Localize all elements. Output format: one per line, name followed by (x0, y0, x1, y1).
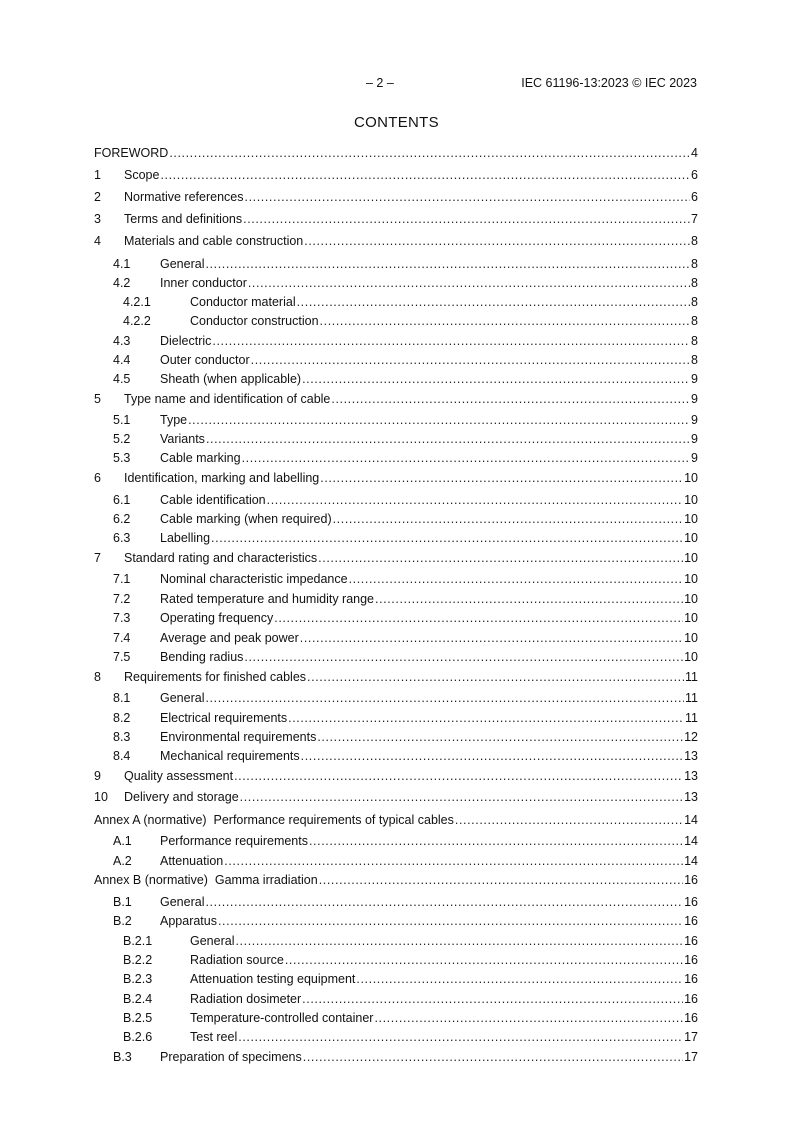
toc-entry-number: 8.2 (113, 711, 131, 725)
toc-entry-page: 6 (691, 168, 698, 182)
toc-entry-label: General (160, 257, 205, 271)
toc-entry[interactable] (94, 391, 698, 407)
toc-entry-page: 14 (684, 834, 698, 848)
toc-entry-number: A.2 (113, 854, 132, 868)
toc-entry-label: Terms and definitions (124, 212, 243, 226)
toc-entry-page: 16 (684, 914, 698, 928)
toc-entry-number: 5 (94, 392, 101, 406)
toc-entry-label: Standard rating and characteristics (124, 551, 318, 565)
toc-entry-label: Attenuation testing equipment (190, 972, 356, 986)
toc-entry-page: 7 (691, 212, 698, 226)
toc-entry[interactable] (94, 371, 698, 387)
toc-entry-page: 10 (684, 512, 698, 526)
toc-entry-number: B.2.4 (123, 992, 153, 1006)
dot-leader (356, 971, 683, 987)
toc-entry[interactable] (94, 333, 698, 349)
toc-entry[interactable] (94, 145, 698, 161)
toc-entry-page: 17 (684, 1050, 698, 1064)
toc-entry-number: 7 (94, 551, 101, 565)
toc-entry[interactable] (94, 933, 698, 949)
dot-leader (205, 690, 684, 706)
toc-entry-number: 8 (94, 670, 101, 684)
toc-entry-number: 6 (94, 471, 101, 485)
toc-entry[interactable] (94, 913, 698, 929)
dot-leader (242, 450, 690, 466)
toc-entry-number: B.2.1 (123, 934, 153, 948)
toc-entry-page: 8 (691, 353, 698, 367)
toc-entry-page: 11 (685, 670, 698, 684)
dot-leader (333, 511, 683, 527)
toc-entry-label: Cable marking (when required) (160, 512, 332, 526)
toc-entry-label: Inner conductor (160, 276, 247, 290)
toc-entry-page: 8 (691, 234, 698, 248)
dot-leader (267, 492, 683, 508)
toc-entry[interactable] (94, 748, 698, 764)
toc-entry-label: Temperature-controlled container (190, 1011, 374, 1025)
dot-leader (319, 872, 683, 888)
dot-leader (374, 1010, 683, 1026)
toc-entry-label: Performance requirements (160, 834, 308, 848)
toc-entry-label: Rated temperature and humidity range (160, 592, 375, 606)
toc-entry-page: 9 (691, 372, 698, 386)
toc-entry-number: B.2.3 (123, 972, 153, 986)
toc-entry-page: 16 (684, 972, 698, 986)
dot-leader (304, 233, 690, 249)
toc-entry-label: Outer conductor (160, 353, 250, 367)
toc-entry-page: 9 (691, 413, 698, 427)
toc-entry-label: Type (160, 413, 188, 427)
toc-entry-page: 10 (684, 572, 698, 586)
toc-entry-number: 4.2.2 (123, 314, 151, 328)
toc-entry-label: FOREWORD (94, 146, 169, 160)
toc-entry-label: Mechanical requirements (160, 749, 300, 763)
toc-entry[interactable] (94, 233, 698, 249)
toc-entry-number: 7.4 (113, 631, 131, 645)
toc-entry-label: Apparatus (160, 914, 217, 928)
toc-entry[interactable] (94, 768, 698, 784)
toc-entry-number: 7.1 (113, 572, 131, 586)
toc-entry-page: 16 (684, 953, 698, 967)
toc-entry-number: 5.2 (113, 432, 131, 446)
toc-entry-label: Electrical requirements (160, 711, 288, 725)
dot-leader (212, 333, 690, 349)
page-header (0, 76, 793, 94)
toc-entry[interactable] (94, 571, 698, 587)
toc-entry-label: Sheath (when applicable) (160, 372, 302, 386)
dot-leader (245, 189, 691, 205)
toc-entry-number: 3 (94, 212, 101, 226)
toc-entry-number: 5.1 (113, 413, 131, 427)
dot-leader (205, 256, 690, 272)
dot-leader (320, 313, 691, 329)
toc-entry[interactable] (94, 211, 698, 227)
dot-leader (349, 571, 684, 587)
toc-entry[interactable] (94, 313, 698, 329)
dot-leader (375, 591, 683, 607)
toc-entry-page: 14 (684, 813, 698, 827)
page-title: CONTENTS (354, 114, 439, 131)
toc-entry[interactable] (94, 710, 698, 726)
dot-leader (302, 371, 690, 387)
dot-leader (302, 991, 683, 1007)
toc-entry[interactable] (94, 492, 698, 508)
toc-entry-label: Annex A (normative) Performance requirements of typical cables (94, 813, 454, 827)
toc-entry[interactable] (94, 511, 698, 527)
toc-entry-page: 6 (691, 190, 698, 204)
toc-entry-label: Dielectric (160, 334, 212, 348)
toc-entry-label: Type name and identification of cable (124, 392, 331, 406)
dot-leader (160, 167, 690, 183)
toc-entry[interactable] (94, 872, 698, 888)
toc-entry-page: 8 (691, 314, 698, 328)
dot-leader (309, 833, 683, 849)
toc-entry[interactable] (94, 1029, 698, 1045)
toc-entry-page: 8 (691, 334, 698, 348)
toc-entry-page: 16 (684, 895, 698, 909)
document-reference: IEC 61196-13:2023 © IEC 2023 (521, 76, 697, 90)
toc-entry-page: 16 (684, 1011, 698, 1025)
toc-entry-page: 16 (684, 992, 698, 1006)
dot-leader (244, 649, 683, 665)
dot-leader (455, 812, 683, 828)
dot-leader (206, 431, 690, 447)
toc-entry-page: 13 (684, 749, 698, 763)
dot-leader (301, 748, 683, 764)
toc-entry-label: Identification, marking and labelling (124, 471, 320, 485)
toc-entry[interactable] (94, 167, 698, 183)
dot-leader (297, 294, 690, 310)
dot-leader (224, 853, 683, 869)
toc-entry-page: 16 (684, 873, 698, 887)
toc-entry-number: 2 (94, 190, 101, 204)
dot-leader (251, 352, 690, 368)
toc-entry-label: Variants (160, 432, 205, 446)
toc-entry-page: 11 (685, 691, 698, 705)
toc-entry-label: Preparation of specimens (160, 1050, 302, 1064)
toc-entry-page: 9 (691, 451, 698, 465)
toc-entry-number: B.2.5 (123, 1011, 153, 1025)
toc-entry[interactable] (94, 789, 698, 805)
dot-leader (238, 1029, 683, 1045)
dot-leader (211, 530, 683, 546)
toc-entry-label: Operating frequency (160, 611, 274, 625)
dot-leader (205, 894, 683, 910)
toc-entry-label: Conductor material (190, 295, 296, 309)
toc-entry[interactable] (94, 591, 698, 607)
dot-leader (188, 412, 690, 428)
toc-entry-number: 7.3 (113, 611, 131, 625)
toc-entry-number: 9 (94, 769, 101, 783)
toc-entry-label: General (160, 895, 205, 909)
toc-entry-label: Annex B (normative) Gamma irradiation (94, 873, 318, 887)
toc-entry-number: 6.1 (113, 493, 131, 507)
toc-entry-label: Requirements for finished cables (124, 670, 307, 684)
toc-entry-page: 8 (691, 276, 698, 290)
toc-entry-page: 13 (684, 790, 698, 804)
toc-entry-page: 17 (684, 1030, 698, 1044)
toc-entry[interactable] (94, 649, 698, 665)
dot-leader (320, 470, 683, 486)
dot-leader (169, 145, 690, 161)
toc-entry[interactable] (94, 952, 698, 968)
toc-entry[interactable] (94, 690, 698, 706)
toc-entry-page: 16 (684, 934, 698, 948)
toc-entry-number: B.2 (113, 914, 132, 928)
toc-entry-label: Normative references (124, 190, 244, 204)
toc-entry-label: Scope (124, 168, 160, 182)
toc-entry[interactable] (94, 669, 698, 685)
page-number: – 2 – (366, 76, 394, 90)
toc-entry[interactable] (94, 470, 698, 486)
toc-entry-label: General (190, 934, 235, 948)
toc-entry-number: 4.2.1 (123, 295, 151, 309)
toc-entry[interactable] (94, 189, 698, 205)
toc-entry-label: Radiation dosimeter (190, 992, 302, 1006)
toc-entry[interactable] (94, 853, 698, 869)
toc-entry-number: 6.2 (113, 512, 131, 526)
toc-entry[interactable] (94, 610, 698, 626)
toc-entry-number: 4.4 (113, 353, 131, 367)
toc-entry-page: 10 (684, 551, 698, 565)
dot-leader (285, 952, 683, 968)
toc-entry-label: General (160, 691, 205, 705)
toc-entry-number: 5.3 (113, 451, 131, 465)
toc-entry-page: 10 (684, 631, 698, 645)
toc-entry-page: 9 (691, 432, 698, 446)
dot-leader (318, 550, 683, 566)
toc-entry-page: 10 (684, 471, 698, 485)
dot-leader (234, 768, 683, 784)
dot-leader (240, 789, 683, 805)
toc-entry[interactable] (94, 991, 698, 1007)
toc-entry-page: 9 (691, 392, 698, 406)
toc-entry-number: B.3 (113, 1050, 132, 1064)
toc-entry-page: 11 (685, 711, 698, 725)
toc-entry[interactable] (94, 275, 698, 291)
toc-entry-number: 7.5 (113, 650, 131, 664)
toc-entry[interactable] (94, 833, 698, 849)
dot-leader (248, 275, 690, 291)
toc-entry-label: Labelling (160, 531, 211, 545)
toc-entry-page: 8 (691, 257, 698, 271)
dot-leader (235, 933, 683, 949)
toc-entry-number: 4.2 (113, 276, 131, 290)
toc-entry[interactable] (94, 294, 698, 310)
toc-entry[interactable] (94, 894, 698, 910)
toc-entry-number: A.1 (113, 834, 132, 848)
dot-leader (243, 211, 690, 227)
toc-entry-page: 13 (684, 769, 698, 783)
toc-entry-label: Conductor construction (190, 314, 319, 328)
dot-leader (288, 710, 684, 726)
toc-entry[interactable] (94, 412, 698, 428)
toc-entry[interactable] (94, 530, 698, 546)
toc-entry-number: 8.3 (113, 730, 131, 744)
toc-entry[interactable] (94, 1010, 698, 1026)
toc-entry-page: 8 (691, 295, 698, 309)
toc-entry-page: 12 (684, 730, 698, 744)
toc-entry-page: 4 (691, 146, 698, 160)
toc-entry-page: 10 (684, 611, 698, 625)
toc-entry-number: 8.1 (113, 691, 131, 705)
toc-entry-number: 10 (94, 790, 108, 804)
toc-entry[interactable] (94, 256, 698, 272)
toc-entry-label: Radiation source (190, 953, 284, 967)
toc-entry-label: Delivery and storage (124, 790, 239, 804)
toc-entry-number: 7.2 (113, 592, 131, 606)
toc-entry-page: 14 (684, 854, 698, 868)
toc-entry-number: 4 (94, 234, 101, 248)
toc-entry-label: Test reel (190, 1030, 238, 1044)
dot-leader (303, 1049, 683, 1065)
toc-entry-label: Attenuation (160, 854, 224, 868)
dot-leader (274, 610, 683, 626)
toc-entry-number: 1 (94, 168, 101, 182)
toc-entry-label: Cable identification (160, 493, 266, 507)
dot-leader (317, 729, 683, 745)
toc-entry-label: Environmental requirements (160, 730, 317, 744)
toc-entry-label: Average and peak power (160, 631, 299, 645)
toc-entry[interactable] (94, 550, 698, 566)
toc-entry-label: Nominal characteristic impedance (160, 572, 348, 586)
toc-entry-number: 4.5 (113, 372, 131, 386)
toc-entry[interactable] (94, 450, 698, 466)
toc-entry-number: 6.3 (113, 531, 131, 545)
toc-entry[interactable] (94, 1049, 698, 1065)
toc-entry-number: 8.4 (113, 749, 131, 763)
toc-entry[interactable] (94, 352, 698, 368)
toc-entry-number: 4.1 (113, 257, 131, 271)
toc-entry-label: Bending radius (160, 650, 244, 664)
toc-entry[interactable] (94, 431, 698, 447)
dot-leader (307, 669, 684, 685)
dot-leader (331, 391, 690, 407)
toc-entry-page: 10 (684, 592, 698, 606)
toc-entry-number: B.2.2 (123, 953, 153, 967)
toc-entry[interactable] (94, 729, 698, 745)
toc-entry-label: Materials and cable construction (124, 234, 304, 248)
toc-entry-page: 10 (684, 650, 698, 664)
toc-entry-label: Cable marking (160, 451, 241, 465)
toc-entry-number: B.2.6 (123, 1030, 153, 1044)
toc-entry-label: Quality assessment (124, 769, 234, 783)
toc-entry-number: 4.3 (113, 334, 131, 348)
dot-leader (300, 630, 683, 646)
toc-entry-number: B.1 (113, 895, 132, 909)
toc-entry[interactable] (94, 812, 698, 828)
toc-entry-page: 10 (684, 531, 698, 545)
toc-entry[interactable] (94, 971, 698, 987)
dot-leader (218, 913, 683, 929)
toc-entry-page: 10 (684, 493, 698, 507)
toc-entry[interactable] (94, 630, 698, 646)
